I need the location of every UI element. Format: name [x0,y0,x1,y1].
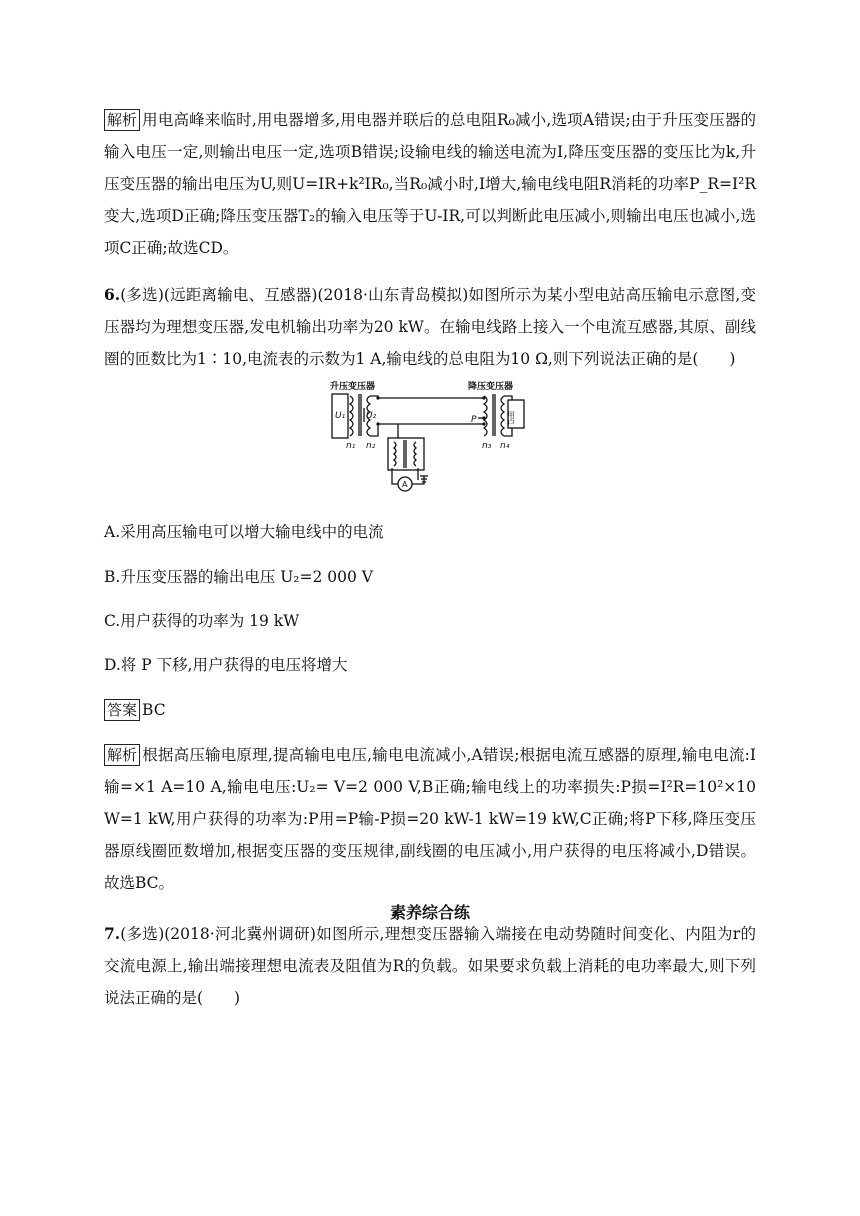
q5-solution [104,104,756,264]
q7-stem [104,918,756,1014]
q6-solution-text: 根据高压输电原理,提高输电电压,输电电流减小,A错误;根据电流互感器的原理,输电电流:I输=×1 A=10 A,输电电压:U₂= V=2 000 V,B正确;输电线上的功率损失:P损=I²R=10²×10 W=1 kW,用户获得的功率为:P用=P输-P损=20 kW-1 kW=19 kW,C正确;将P下移,降压变压器原线圈匝数增加,根据变压器的变压规律,副线圈的电压减小,用户获得的电压将减小,D错误。故选BC。 [104,746,756,892]
q6-option-b: B.升压变压器的输出电压 U₂=2 000 V [104,568,374,586]
label-n1: n₁ [346,441,356,451]
q5-solution-text: 用电高峰来临时,用电器增多,用电器并联后的总电阻R₀减小,选项A错误;由于升压变压器的输入电压一定,则输出电压一定,选项B错误;设输电线的输送电流为I,降压变压器的变压比为k,升压变压器的输出电压为U,则U=IR+k²IR₀,当R₀减小时,I增大,输电线电阻R消耗的功率P_R=I²R变大,选项D正确;降压变压器T₂的输入电压等于U-IR,可以判断此电压减小,则输出电压也减小,选项C正确;故选CD。 [104,111,756,257]
q6-option-d: D.将 P 下移,用户获得的电压将增大 [104,656,348,674]
label-n4: n₄ [500,441,510,451]
q7-text: (多选)(2018·河北冀州调研)如图所示,理想变压器输入端接在电动势随时间变化、内阻为r的交流电源上,输出端接理想电流表及阻值为R的负载。如果要求负载上消耗的电功率最大,则下列说法正确的是( ) [104,925,756,1007]
q6-stem [104,279,756,375]
q6-text: (多选)(远距离输电、互感器)(2018·山东青岛模拟)如图所示为某小型电站高压输电示意图,变压器均为理想变压器,发电机输出功率为20 kW。在输电线路上接入一个电流互感器,其原、副线圈的匝数比为1∶10,电流表的示数为1 A,输电线的总电阻为10 Ω,则下列说法正确的是( ) [104,286,756,368]
section-title: 素养综合练 [389,903,470,922]
q6-answer [104,699,166,721]
q6-answer-value: BC [142,701,166,719]
label-p: P [471,415,477,425]
label-user: 用户 [506,411,516,427]
transmission-circuit-figure [328,378,528,494]
label-u2: U₂ [366,411,377,421]
q6-option-a: A.采用高压输电可以增大输电线中的电流 [104,523,384,541]
q7-number: 7. [104,924,121,943]
label-n2: n₂ [366,441,376,451]
answer-tag: 答案 [104,699,140,721]
label-step-up: 升压变压器 [330,382,376,392]
solution-tag: 解析 [104,109,140,131]
label-step-down: 降压变压器 [468,382,514,392]
q6-solution [104,739,756,899]
solution-tag: 解析 [104,744,140,766]
label-n3: n₃ [482,441,492,451]
ammeter-label: A [402,480,408,489]
q6-option-c: C.用户获得的功率为 19 kW [104,612,300,630]
label-u1: U₁ [335,411,346,421]
q6-number: 6. [104,285,121,304]
